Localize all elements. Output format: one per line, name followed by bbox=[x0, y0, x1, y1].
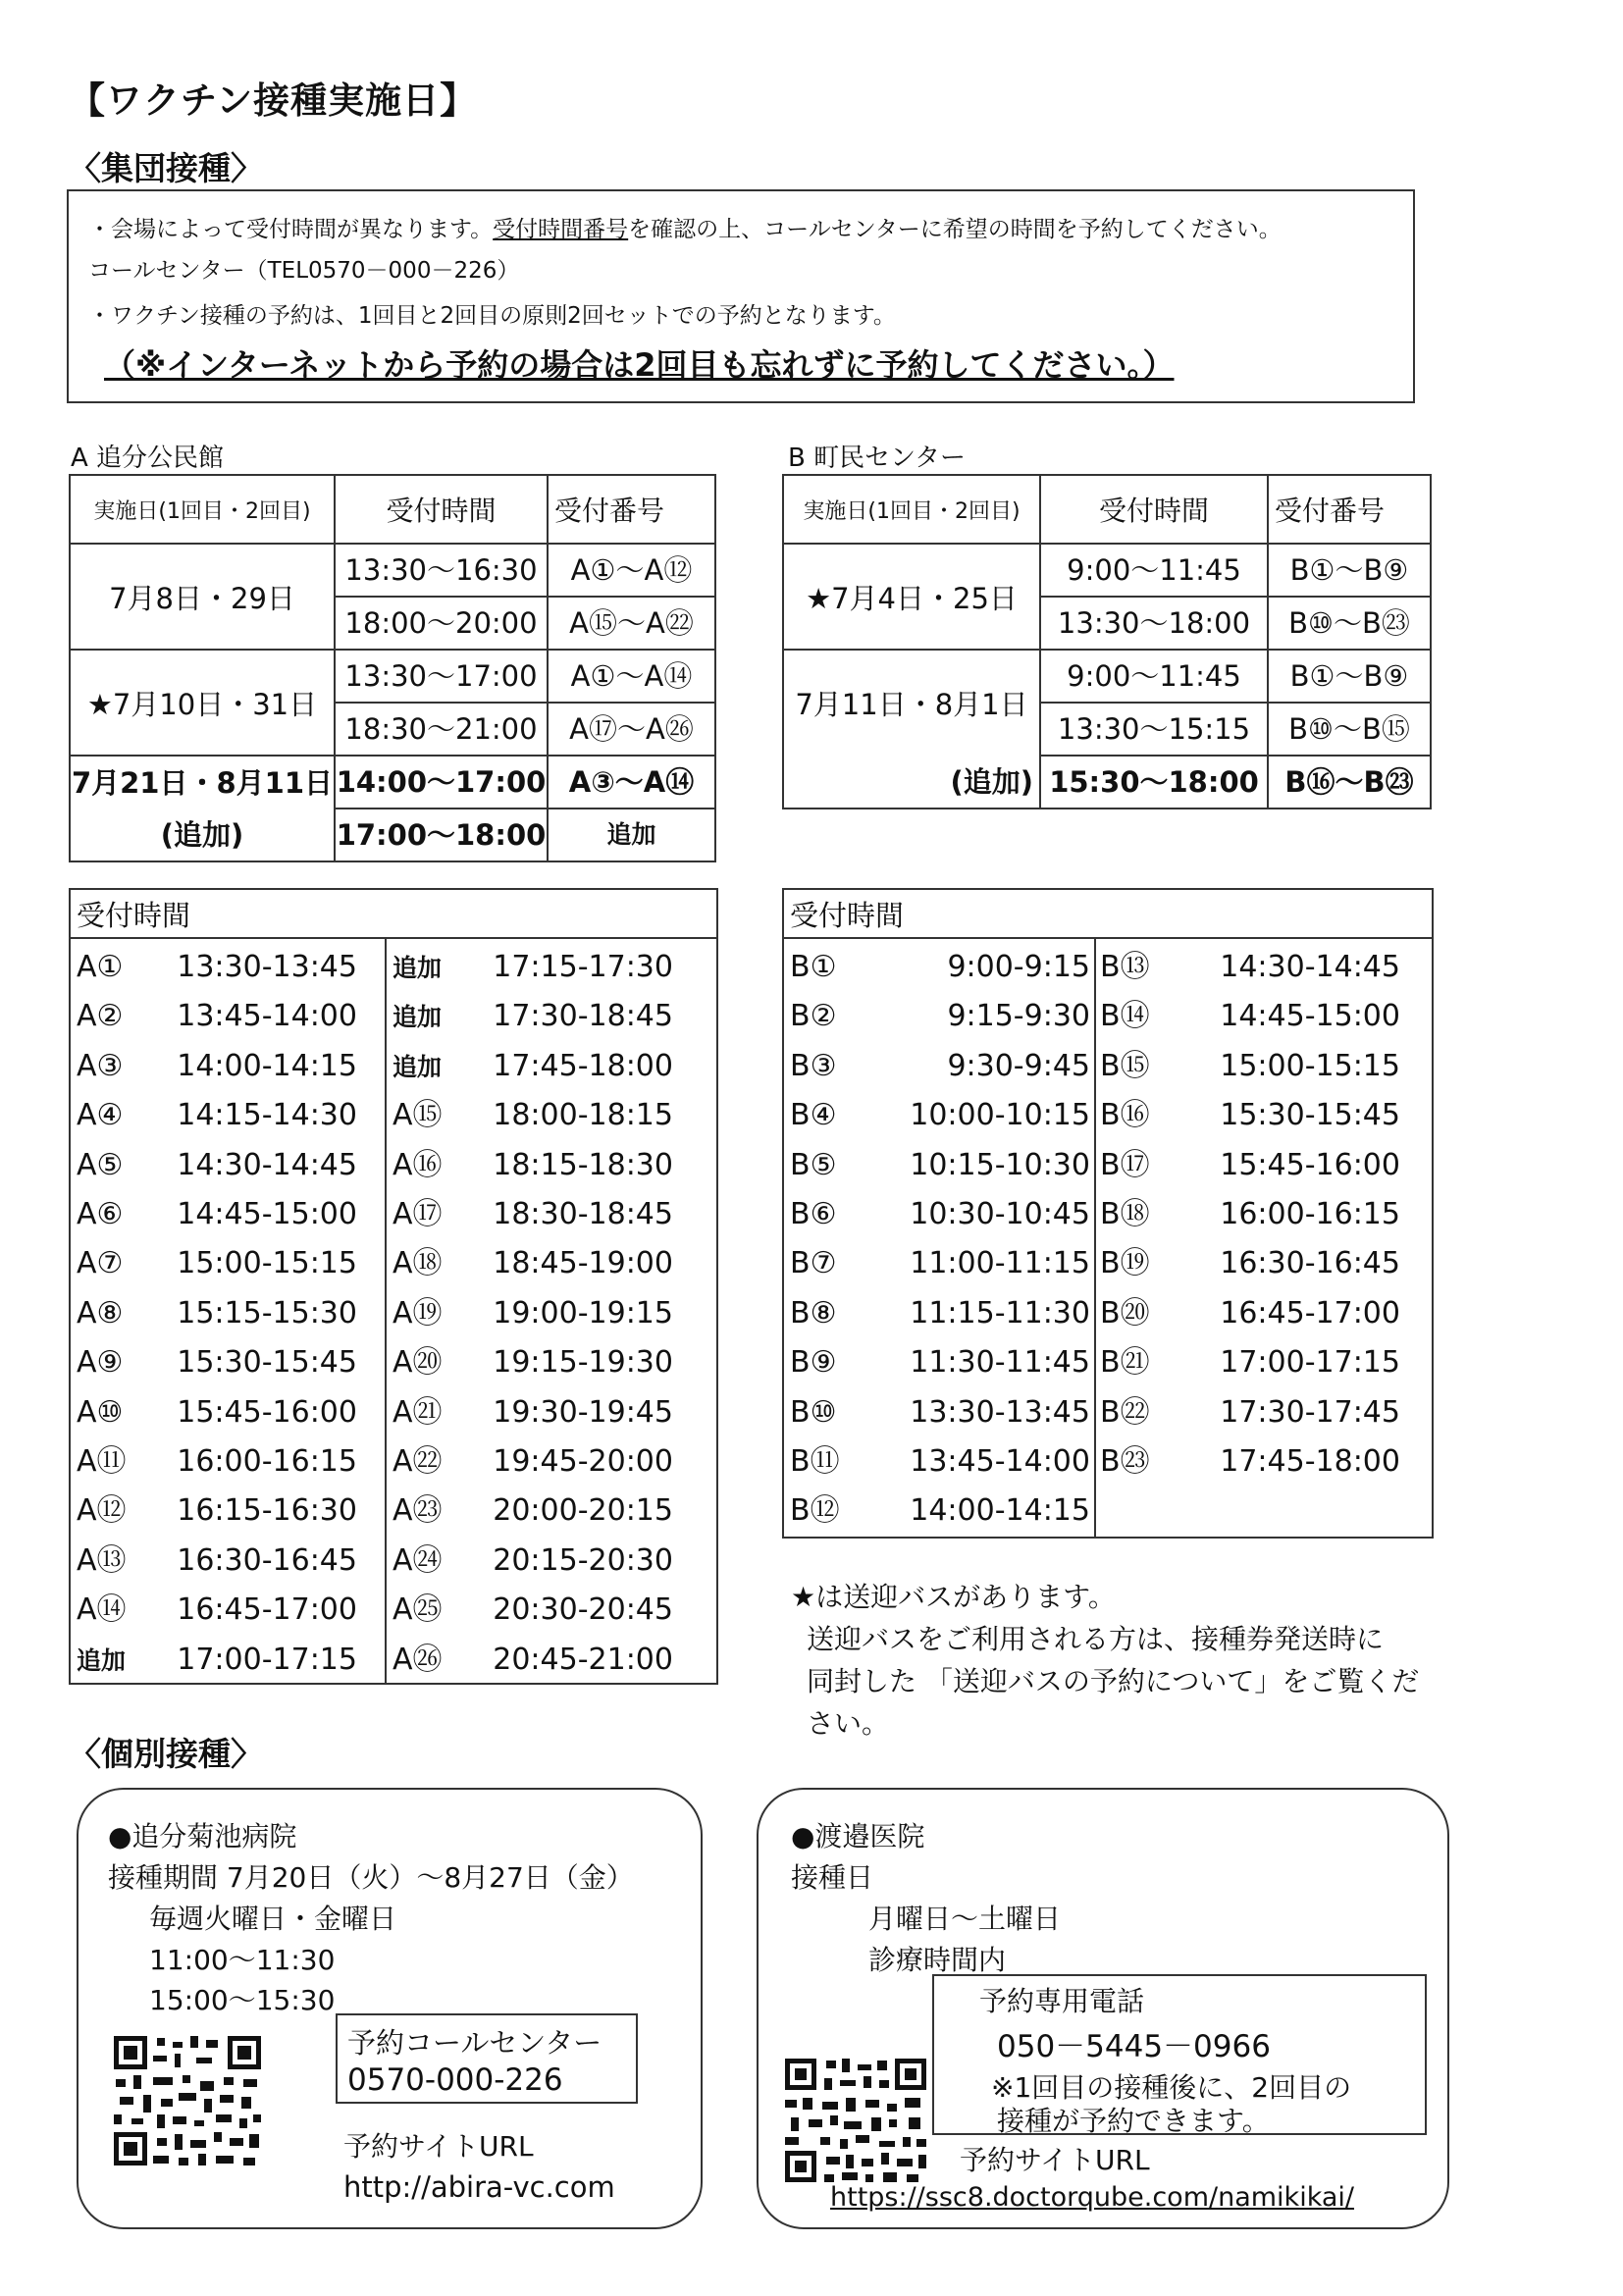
slot-time: 14:15-14:30 bbox=[177, 1098, 357, 1133]
slot-code: B① bbox=[790, 950, 837, 984]
time-cell: 9:00～11:45 bbox=[1040, 650, 1268, 703]
slot-code: A⑩ bbox=[77, 1394, 124, 1430]
clinic-1-site-url[interactable]: http://abira-vc.com bbox=[343, 2170, 615, 2204]
number-cell: B①～B⑨ bbox=[1268, 650, 1431, 703]
slot-time: 10:15-10:30 bbox=[910, 1147, 1090, 1182]
slot-code: B③ bbox=[790, 1048, 837, 1083]
date-cell: 7月8日・29日 bbox=[70, 544, 335, 650]
clinic-2-note-1: ※1回目の接種後に、2回目の bbox=[991, 2071, 1352, 2104]
slot-code: A⑰ bbox=[393, 1197, 443, 1231]
clinic-2-phone-label: 予約専用電話 bbox=[979, 1985, 1145, 2017]
slot-time: 18:30-18:45 bbox=[493, 1197, 673, 1231]
clinic-2-day-label: 接種日 bbox=[791, 1861, 874, 1894]
slot-code: B④ bbox=[790, 1098, 837, 1133]
time-cell: 15:30～18:00 bbox=[1040, 756, 1268, 809]
slot-row bbox=[790, 1289, 1090, 1338]
slot-row bbox=[77, 1091, 357, 1140]
slot-row bbox=[393, 1289, 673, 1338]
clinic-1-site-label: 予約サイトURL bbox=[343, 2130, 534, 2163]
slot-code: B㉑ bbox=[1100, 1345, 1150, 1381]
slot-time: 20:15-20:30 bbox=[493, 1542, 673, 1578]
slot-code: B② bbox=[790, 999, 837, 1034]
slot-code: A⑧ bbox=[77, 1295, 124, 1331]
slot-time: 14:00-14:15 bbox=[910, 1493, 1090, 1529]
slot-time: 17:30-17:45 bbox=[1220, 1394, 1400, 1430]
slot-row bbox=[790, 1437, 1090, 1487]
slot-code: B⑦ bbox=[790, 1246, 837, 1281]
slot-row bbox=[77, 943, 357, 992]
slot-row bbox=[1100, 1141, 1400, 1190]
slot-code: A㉖ bbox=[393, 1642, 443, 1677]
number-cell: A⑮～A㉒ bbox=[548, 597, 715, 650]
slot-time: 16:00-16:15 bbox=[1220, 1197, 1400, 1231]
slot-row bbox=[393, 1091, 673, 1140]
venue-b-name: B 町民センター bbox=[788, 444, 967, 473]
slot-row bbox=[77, 1388, 357, 1437]
slot-code: A⑱ bbox=[393, 1246, 443, 1281]
slot-code: A⑭ bbox=[77, 1592, 127, 1628]
slot-row bbox=[1100, 1388, 1400, 1437]
slot-time: 14:00-14:15 bbox=[177, 1048, 357, 1083]
clinic-2-phone-number: 050－5445－0966 bbox=[997, 2029, 1271, 2064]
slot-row bbox=[790, 1338, 1090, 1387]
slot-row bbox=[77, 1190, 357, 1239]
slot-code: A⑤ bbox=[77, 1147, 124, 1182]
time-cell: 13:30～17:00 bbox=[335, 650, 548, 703]
slot-time: 18:45-19:00 bbox=[493, 1246, 673, 1281]
slot-time: 18:00-18:15 bbox=[493, 1098, 673, 1133]
number-cell: B⑩～B⑮ bbox=[1268, 703, 1431, 756]
time-cell: 9:00～11:45 bbox=[1040, 544, 1268, 597]
date-cell: 7月11日・8月1日 bbox=[783, 650, 1040, 756]
slot-code: B⑩ bbox=[790, 1394, 837, 1430]
slot-row bbox=[77, 1239, 357, 1288]
date-cell: ★7月10日・31日 bbox=[70, 650, 335, 756]
slot-code: A㉔ bbox=[393, 1542, 443, 1578]
number-cell: B⑯～B㉓ bbox=[1268, 756, 1431, 809]
slot-time: 18:15-18:30 bbox=[493, 1147, 673, 1182]
notice-box bbox=[67, 189, 1415, 403]
slot-time: 11:15-11:30 bbox=[910, 1295, 1090, 1331]
slot-row bbox=[393, 1141, 673, 1190]
slot-row bbox=[393, 992, 673, 1041]
slot-code: B⑪ bbox=[790, 1444, 840, 1479]
header-time: 受付時間 bbox=[335, 475, 548, 544]
slot-row bbox=[1100, 943, 1400, 992]
clinic-2-name: ●渡邉医院 bbox=[791, 1820, 925, 1852]
slot-time: 15:30-15:45 bbox=[1220, 1098, 1400, 1133]
number-cell: 追加 bbox=[548, 809, 715, 861]
clinic-1-period: 接種期間 7月20日（火）～8月27日（金） bbox=[108, 1861, 634, 1894]
slot-time: 13:45-14:00 bbox=[910, 1444, 1090, 1479]
slot-code: A㉓ bbox=[393, 1493, 443, 1529]
date-cell: 7月21日・8月11日 bbox=[70, 756, 335, 809]
slot-code: B㉓ bbox=[1100, 1444, 1150, 1479]
slot-row bbox=[393, 1586, 673, 1635]
slot-time: 19:15-19:30 bbox=[493, 1345, 673, 1381]
slot-time: 10:00-10:15 bbox=[910, 1098, 1090, 1133]
time-cell: 18:00～20:00 bbox=[335, 597, 548, 650]
slot-row bbox=[393, 1190, 673, 1239]
header-number: 受付番号 bbox=[1268, 475, 1431, 544]
slot-row bbox=[393, 1537, 673, 1586]
slot-row bbox=[77, 1636, 357, 1685]
slot-time: 19:00-19:15 bbox=[493, 1295, 673, 1331]
slot-row bbox=[1100, 1190, 1400, 1239]
slot-time: 15:30-15:45 bbox=[177, 1345, 357, 1381]
page-title: 【ワクチン接種実施日】 bbox=[69, 79, 478, 122]
clinic-2-note-2: 接種が予約できます。 bbox=[997, 2105, 1270, 2137]
slot-code: B⑯ bbox=[1100, 1098, 1150, 1133]
slot-row bbox=[1100, 992, 1400, 1041]
slot-code: B⑭ bbox=[1100, 999, 1150, 1034]
slot-code: A③ bbox=[77, 1048, 124, 1083]
slot-code: B⑫ bbox=[790, 1493, 840, 1529]
slot-code: 追加 bbox=[77, 1645, 127, 1675]
slot-time: 13:30-13:45 bbox=[910, 1394, 1090, 1430]
clinic-2-site-url[interactable]: https://ssc8.doctorqube.com/namikikai/ bbox=[830, 2182, 1355, 2213]
slot-time: 17:30-18:45 bbox=[493, 999, 673, 1034]
slot-row bbox=[393, 1042, 673, 1091]
slot-time: 13:30-13:45 bbox=[177, 950, 357, 984]
slot-row bbox=[1100, 1338, 1400, 1387]
time-cell: 18:30～21:00 bbox=[335, 703, 548, 756]
header-date: 実施日(1回目・2回目) bbox=[783, 475, 1040, 544]
slot-row bbox=[1100, 1289, 1400, 1338]
notice-line-1: ・会場によって受付時間が異なります。受付時間番号を確認の上、コールセンターに希望の時間を予約してください。 bbox=[88, 217, 1282, 242]
time-cell: 13:30～15:15 bbox=[1040, 703, 1268, 756]
slot-time: 20:45-21:00 bbox=[493, 1642, 673, 1677]
slot-time: 19:30-19:45 bbox=[493, 1394, 673, 1430]
venue-a-name: A 追分公民館 bbox=[71, 444, 225, 473]
slot-time: 14:45-15:00 bbox=[1220, 999, 1400, 1034]
number-cell: B⑩～B㉓ bbox=[1268, 597, 1431, 650]
slot-time: 15:45-16:00 bbox=[177, 1394, 357, 1430]
slot-time: 16:15-16:30 bbox=[177, 1493, 357, 1529]
bus-note-line-3: 同封した 「送迎バスの予約について」をご覧くだ bbox=[807, 1665, 1420, 1697]
slot-time: 16:30-16:45 bbox=[177, 1542, 357, 1578]
slot-time: 19:45-20:00 bbox=[493, 1444, 673, 1479]
slot-code: B⑥ bbox=[790, 1197, 837, 1231]
clinic-1-call-label: 予約コールセンター bbox=[347, 2026, 602, 2060]
slot-row bbox=[77, 1141, 357, 1190]
slot-row bbox=[790, 1388, 1090, 1437]
header-date: 実施日(1回目・2回目) bbox=[70, 475, 335, 544]
number-cell: A⑰～A㉖ bbox=[548, 703, 715, 756]
slot-time: 9:15-9:30 bbox=[947, 999, 1090, 1034]
time-cell: 14:00～17:00 bbox=[335, 756, 548, 809]
slot-time: 16:30-16:45 bbox=[1220, 1246, 1400, 1281]
slot-time: 17:15-17:30 bbox=[493, 950, 673, 984]
venue-b-schedule-table bbox=[782, 474, 1432, 809]
slot-row bbox=[77, 1586, 357, 1635]
slot-time: 20:30-20:45 bbox=[493, 1592, 673, 1628]
slot-time: 13:45-14:00 bbox=[177, 999, 357, 1034]
slot-time: 16:00-16:15 bbox=[177, 1444, 357, 1479]
slot-list-b-header: 受付時間 bbox=[790, 899, 905, 932]
clinic-2-phone-box bbox=[932, 1974, 1427, 2135]
slot-row bbox=[393, 1636, 673, 1685]
slot-code: A② bbox=[77, 999, 124, 1034]
clinic-2-hours: 診療時間内 bbox=[868, 1944, 1007, 1976]
slot-time: 17:45-18:00 bbox=[493, 1048, 673, 1083]
slot-code: B⑱ bbox=[1100, 1197, 1150, 1231]
slot-row bbox=[1100, 1239, 1400, 1288]
slot-time: 17:00-17:15 bbox=[1220, 1345, 1400, 1381]
bus-note-line-1: ★は送迎バスがあります。 bbox=[791, 1581, 1116, 1613]
slot-row bbox=[77, 992, 357, 1041]
slot-time: 9:30-9:45 bbox=[947, 1048, 1090, 1083]
slot-code: B⑨ bbox=[790, 1345, 837, 1381]
clinic-1-name: ●追分菊池病院 bbox=[108, 1820, 297, 1852]
clinic-2-days: 月曜日～土曜日 bbox=[868, 1903, 1062, 1935]
date-cell-added: (追加) bbox=[783, 756, 1040, 809]
individual-vaccination-heading: 〈個別接種〉 bbox=[69, 1735, 263, 1773]
slot-code: B㉒ bbox=[1100, 1394, 1150, 1430]
slot-row bbox=[790, 943, 1090, 992]
slot-code: A⑮ bbox=[393, 1098, 443, 1133]
slot-row bbox=[393, 1487, 673, 1536]
slot-time: 14:30-14:45 bbox=[177, 1147, 357, 1182]
slot-list-a bbox=[69, 888, 718, 1685]
slot-code: A⑨ bbox=[77, 1345, 124, 1381]
slot-time: 16:45-17:00 bbox=[1220, 1295, 1400, 1331]
bus-note-line-4: さい。 bbox=[807, 1707, 890, 1740]
slot-time: 9:00-9:15 bbox=[947, 950, 1090, 984]
slot-time: 10:30-10:45 bbox=[910, 1197, 1090, 1231]
slot-code: A⑥ bbox=[77, 1197, 124, 1231]
slot-row bbox=[1100, 1437, 1400, 1487]
slot-row bbox=[790, 1091, 1090, 1140]
group-vaccination-heading: 〈集団接種〉 bbox=[69, 149, 263, 187]
slot-row bbox=[77, 1437, 357, 1487]
date-cell: ★7月4日・25日 bbox=[783, 544, 1040, 650]
slot-row bbox=[77, 1289, 357, 1338]
slot-row bbox=[790, 1239, 1090, 1288]
slot-code: 追加 bbox=[393, 954, 443, 982]
slot-row bbox=[77, 1537, 357, 1586]
number-cell: B①～B⑨ bbox=[1268, 544, 1431, 597]
slot-code: A㉕ bbox=[393, 1592, 443, 1628]
slot-row bbox=[77, 1042, 357, 1091]
slot-code: B⑤ bbox=[790, 1147, 837, 1182]
header-number: 受付番号 bbox=[548, 475, 715, 544]
time-cell: 13:30～16:30 bbox=[335, 544, 548, 597]
slot-time: 11:00-11:15 bbox=[910, 1246, 1090, 1281]
slot-time: 14:30-14:45 bbox=[1220, 950, 1400, 984]
number-cell: A③～A⑭ bbox=[548, 756, 715, 809]
slot-code: B⑳ bbox=[1100, 1295, 1150, 1331]
slot-time: 20:00-20:15 bbox=[493, 1493, 673, 1529]
slot-time: 11:30-11:45 bbox=[910, 1345, 1090, 1381]
slot-list-b bbox=[782, 888, 1434, 1539]
date-cell-added: (追加) bbox=[70, 809, 335, 861]
number-cell: A①～A⑫ bbox=[548, 544, 715, 597]
header-time: 受付時間 bbox=[1040, 475, 1268, 544]
clinic-1-call-box bbox=[336, 2013, 638, 2104]
clinic-2-site-label: 予約サイトURL bbox=[960, 2144, 1150, 2176]
slot-row bbox=[1100, 1091, 1400, 1140]
slot-code: A㉒ bbox=[393, 1444, 443, 1479]
slot-time: 15:15-15:30 bbox=[177, 1295, 357, 1331]
slot-row bbox=[790, 992, 1090, 1041]
slot-row bbox=[77, 1338, 357, 1387]
slot-code: B⑬ bbox=[1100, 950, 1150, 984]
clinic-1-time-2: 15:00～15:30 bbox=[149, 1984, 336, 2016]
slot-code: A⑬ bbox=[77, 1542, 127, 1578]
qr-code-clinic-2 bbox=[785, 2059, 926, 2182]
slot-code: A⑫ bbox=[77, 1493, 127, 1529]
slot-row bbox=[393, 1338, 673, 1387]
slot-time: 16:45-17:00 bbox=[177, 1592, 357, 1628]
slot-row bbox=[393, 943, 673, 992]
slot-code: A⑦ bbox=[77, 1246, 124, 1281]
call-center-line: コールセンター（TEL0570－000－226） bbox=[88, 258, 520, 284]
slot-code: A① bbox=[77, 950, 124, 984]
slot-row bbox=[393, 1239, 673, 1288]
slot-time: 17:45-18:00 bbox=[1220, 1444, 1400, 1479]
slot-code: 追加 bbox=[393, 1052, 443, 1081]
time-cell: 13:30～18:00 bbox=[1040, 597, 1268, 650]
slot-row bbox=[77, 1487, 357, 1536]
slot-code: A⑳ bbox=[393, 1345, 443, 1381]
slot-time: 14:45-15:00 bbox=[177, 1197, 357, 1231]
slot-row bbox=[393, 1437, 673, 1487]
slot-code: A⑯ bbox=[393, 1147, 443, 1182]
time-cell: 17:00～18:00 bbox=[335, 809, 548, 861]
slot-time: 15:45-16:00 bbox=[1220, 1147, 1400, 1182]
slot-time: 17:00-17:15 bbox=[177, 1642, 357, 1677]
qr-code-clinic-1 bbox=[114, 2036, 261, 2166]
slot-code: B⑲ bbox=[1100, 1246, 1150, 1281]
slot-list-a-header: 受付時間 bbox=[77, 899, 191, 932]
slot-time: 15:00-15:15 bbox=[177, 1246, 357, 1281]
clinic-1-time-1: 11:00～11:30 bbox=[149, 1944, 336, 1976]
slot-row bbox=[393, 1388, 673, 1437]
slot-code: A⑪ bbox=[77, 1444, 127, 1479]
slot-code: 追加 bbox=[393, 1003, 443, 1032]
slot-row bbox=[790, 1141, 1090, 1190]
slot-code: B⑧ bbox=[790, 1295, 837, 1331]
slot-code: A⑲ bbox=[393, 1295, 443, 1331]
notice-line-3: ・ワクチン接種の予約は、1回目と2回目の原則2回セットでの予約となります。 bbox=[88, 303, 896, 329]
clinic-1-days: 毎週火曜日・金曜日 bbox=[149, 1903, 397, 1935]
internet-warning: （※インターネットから予約の場合は2回目も忘れずに予約してください。） bbox=[104, 346, 1175, 384]
slot-row bbox=[1100, 1042, 1400, 1091]
slot-code: A④ bbox=[77, 1098, 124, 1133]
slot-code: B⑰ bbox=[1100, 1147, 1150, 1182]
bus-note-line-2: 送迎バスをご利用される方は、接種券発送時に bbox=[807, 1623, 1385, 1655]
slot-row bbox=[790, 1042, 1090, 1091]
slot-row bbox=[790, 1487, 1090, 1536]
slot-code: B⑮ bbox=[1100, 1048, 1150, 1083]
number-cell: A①～A⑭ bbox=[548, 650, 715, 703]
slot-code: A㉑ bbox=[393, 1394, 443, 1430]
slot-time: 15:00-15:15 bbox=[1220, 1048, 1400, 1083]
slot-row bbox=[790, 1190, 1090, 1239]
venue-a-schedule-table bbox=[69, 474, 716, 862]
clinic-1-call-number: 0570-000-226 bbox=[347, 2062, 563, 2098]
